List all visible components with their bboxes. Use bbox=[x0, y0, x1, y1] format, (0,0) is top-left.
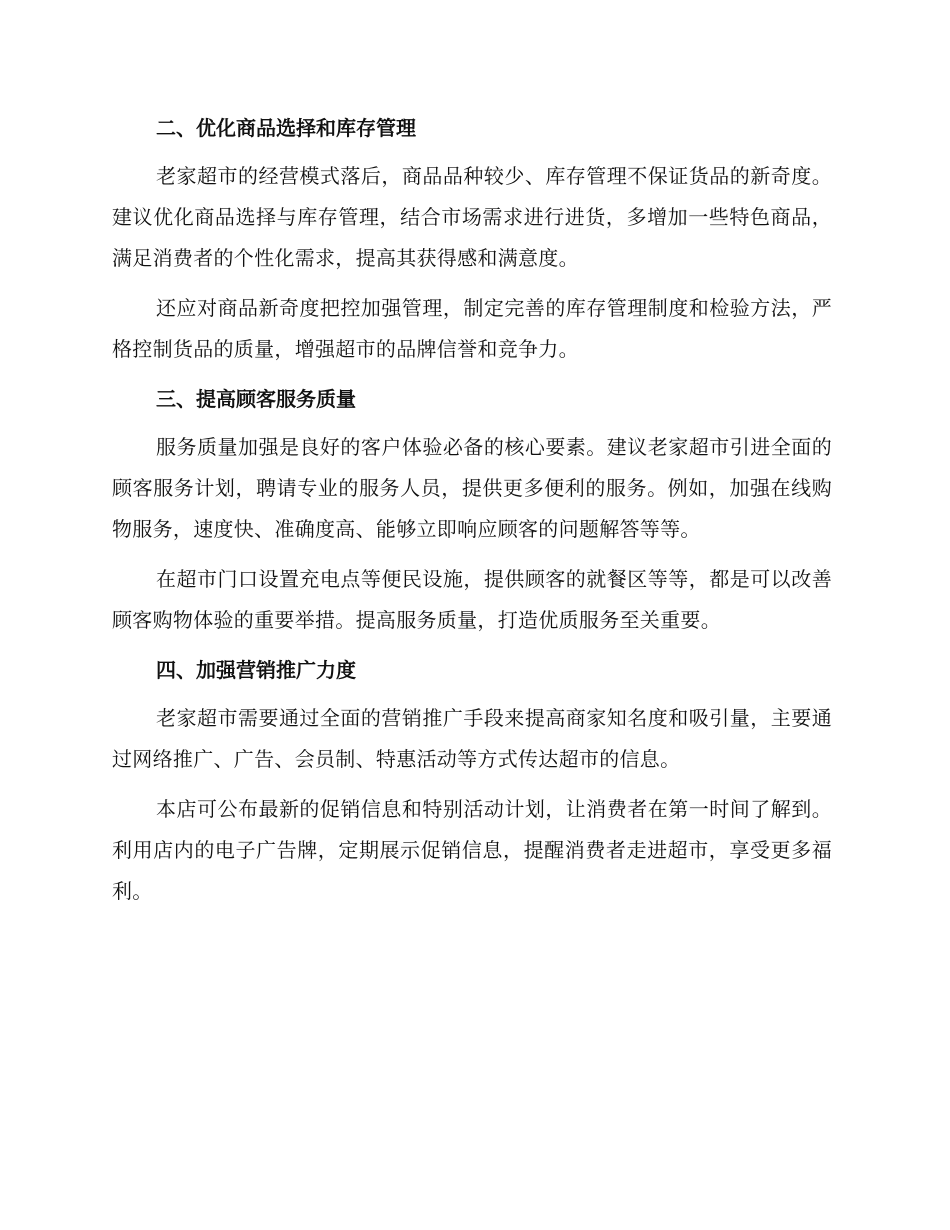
paragraph: 老家超市需要通过全面的营销推广手段来提高商家知名度和吸引量，主要通过网络推广、广告、会员制、特惠活动等方式传达超市的信息。 bbox=[112, 706, 832, 771]
section-heading: 四、加强营销推广力度 bbox=[156, 658, 356, 682]
section-customer-service bbox=[112, 379, 832, 641]
document-page bbox=[112, 108, 832, 921]
paragraph: 老家超市的经营模式落后，商品品种较少、库存管理不保证货品的新奇度。建议优化商品选择与库存管理，结合市场需求进行进货，多增加一些特色商品，满足消费者的个性化需求，提高其获得感和满意度。 bbox=[112, 164, 832, 270]
paragraph: 服务质量加强是良好的客户体验必备的核心要素。建议老家超市引进全面的顾客服务计划，聘请专业的服务人员，提供更多便利的服务。例如，加强在线购物服务，速度快、准确度高、能够立即响应顾客的问题解答等等。 bbox=[112, 435, 832, 541]
section-optimize-goods bbox=[112, 108, 832, 370]
section-heading: 三、提高顾客服务质量 bbox=[156, 387, 356, 411]
paragraph: 在超市门口设置充电点等便民设施，提供顾客的就餐区等等，都是可以改善顾客购物体验的重要举措。提高服务质量，打造优质服务至关重要。 bbox=[112, 567, 832, 632]
paragraph: 还应对商品新奇度把控加强管理，制定完善的库存管理制度和检验方法，严格控制货品的质量，增强超市的品牌信誉和竞争力。 bbox=[112, 296, 832, 361]
section-marketing bbox=[112, 650, 832, 912]
paragraph: 本店可公布最新的促销信息和特别活动计划，让消费者在第一时间了解到。利用店内的电子广告牌，定期展示促销信息，提醒消费者走进超市，享受更多福利。 bbox=[112, 797, 832, 903]
section-heading: 二、优化商品选择和库存管理 bbox=[156, 116, 416, 140]
